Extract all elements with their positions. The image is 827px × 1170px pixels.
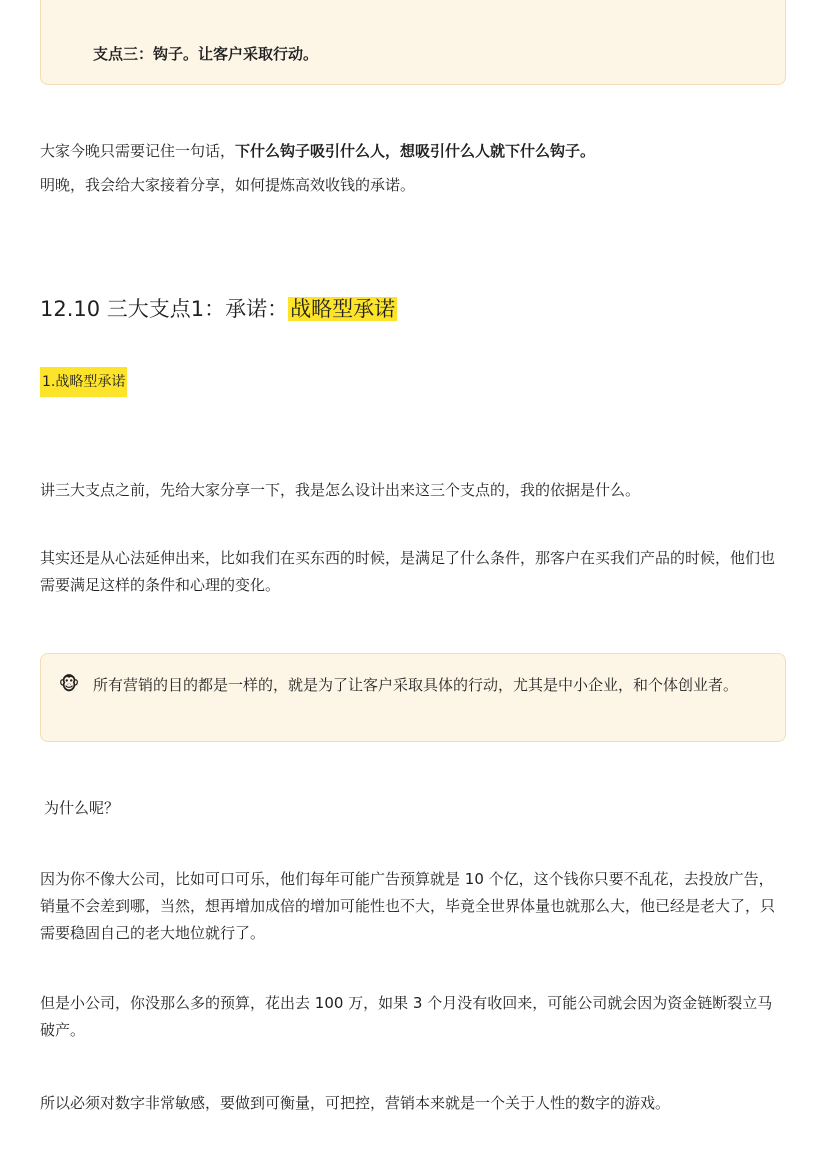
callout-note-text: 所有营销的目的都是一样的，就是为了让客户采取具体的行动，尤其是中小企业，和个体创业者。 xyxy=(93,676,739,694)
section-heading xyxy=(40,289,397,329)
summary-line-2: 明晚，我会给大家接着分享，如何提炼高效收钱的承诺。 xyxy=(40,176,416,194)
paragraph-3: 为什么呢？ xyxy=(44,799,120,817)
paragraph-6: 所以必须对数字非常敏感，要做到可衡量，可把控，营销本来就是一个关于人性的数字的游戏。 xyxy=(40,1094,671,1112)
callout-top-text: 支点三：钩子。让客户采取行动。 xyxy=(93,45,319,63)
paragraph-5: 但是小公司，你没那么多的预算，花出去 100 万，如果 3 个月没有收回来，可能公司就会因为资金链断裂立马破产。 xyxy=(40,994,773,1039)
paragraph-1: 讲三大支点之前，先给大家分享一下，我是怎么设计出来这三个支点的，我的依据是什么。 xyxy=(40,481,641,499)
section-heading-highlight: 战略型承诺 xyxy=(290,297,396,321)
callout-note xyxy=(40,653,786,742)
subheading: 1.战略型承诺 xyxy=(40,367,127,397)
monkey-face-icon: 🐵 xyxy=(58,674,80,695)
callout-top xyxy=(40,0,786,85)
summary-line-1-bold: 下什么钩子吸引什么人，想吸引什么人就下什么钩子。 xyxy=(235,142,596,160)
summary-line-1-prefix: 大家今晚只需要记住一句话， xyxy=(40,142,236,160)
paragraph-4: 因为你不像大公司，比如可口可乐，他们每年可能广告预算就是 10 个亿，这个钱你只要不乱花，去投放广告，销量不会差到哪，当然，想再增加成倍的增加可能性也不大，毕竟全世界体量也就那么大，他已经是老大了，只需要稳固自己的老大地位就行了。 xyxy=(40,870,776,942)
summary-line-1 xyxy=(40,138,786,165)
section-heading-prefix: 12.10 三大支点1：承诺： xyxy=(40,297,289,321)
paragraph-2: 其实还是从心法延伸出来，比如我们在买东西的时候，是满足了什么条件，那客户在买我们产品的时候，他们也需要满足这样的条件和心理的变化。 xyxy=(40,549,776,594)
